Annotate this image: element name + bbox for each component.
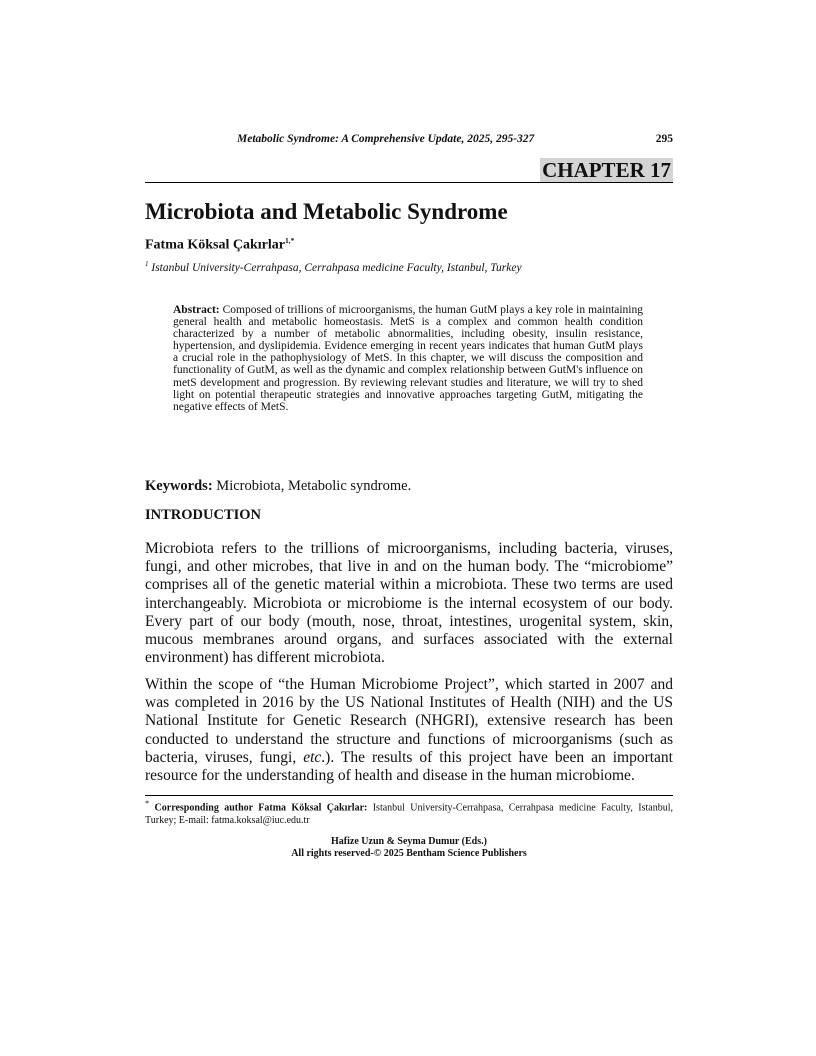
year-pages: , 2025, 295-327	[461, 133, 535, 145]
chapter-label: CHAPTER 17	[542, 158, 671, 182]
chapter-divider	[145, 182, 673, 183]
author-name: Fatma Köksal Çakırlar	[145, 237, 285, 253]
author-marks: 1,*	[285, 236, 295, 245]
intro-paragraph-2	[145, 676, 673, 785]
keywords	[145, 478, 411, 495]
intro-paragraph-2-etc: etc	[303, 748, 322, 766]
abstract	[173, 304, 643, 413]
abstract-text: Composed of trillions of microorganisms, the human GutM plays a key role in maintaining general health and metabolic homeostasis. MetS is a complex and common health condition characterized by a number of metabolic abnormalities, including obesity, insulin resistance, hypertension, and dyslipidemia. Evidence emerging in recent years indicates that human GutM plays a crucial role in the pathophysiology of MetS. In this chapter, we will discuss the composition and functionality of GutM, as well as the dynamic and complex relationship between GutM's influence on metS development and progression. By reviewing relevant studies and literature, we will try to shed light on potential therapeutic strategies and innovative approaches targeting GutM, mitigating the negative effects of MetS.	[173, 304, 644, 413]
author-line	[145, 236, 294, 254]
affiliation-text: Istanbul University-Cerrahpasa, Cerrahpasa medicine Faculty, Istanbul, Turkey	[151, 261, 522, 274]
affiliation-mark: 1	[145, 260, 149, 268]
affiliation-line	[145, 260, 522, 274]
running-title	[237, 133, 534, 145]
abstract-label: Abstract:	[173, 304, 220, 316]
book-title: Metabolic Syndrome: A Comprehensive Update	[237, 133, 462, 145]
publisher-editors: Hafize Uzun & Seyma Dumur (Eds.)	[331, 836, 487, 847]
running-head	[145, 133, 673, 149]
publisher-info	[145, 836, 673, 860]
intro-paragraph-1: Microbiota refers to the trillions of microorganisms, including bacteria, viruses, fungi, and other microbes, that live in and on the human body. The “microbiome” comprises all of the genetic material within a microbiota. These two terms are used interchangeably. Microbiota or microbiome is the internal ecosystem of our body. Every part of our body (mouth, nose, throat, intestines, urogenital system, skin, mucous membranes around organs, and surfaces associated with the external environment) has different microbiota.	[145, 540, 673, 667]
intro-paragraph-2-end: .). The results of this project have been an important resource for the understanding of health and disease in the human microbiome.	[145, 748, 673, 785]
section-heading-introduction: INTRODUCTION	[145, 507, 262, 523]
footnote-label: Corresponding author Fatma Köksal Çakırlar:	[154, 802, 368, 814]
keywords-text: Microbiota, Metabolic syndrome.	[216, 478, 412, 494]
publisher-rights: All rights reserved-© 2025 Bentham Science Publishers	[291, 848, 527, 859]
footnote-divider	[145, 795, 673, 796]
keywords-label: Keywords:	[145, 478, 213, 494]
article-title: Microbiota and Metabolic Syndrome	[145, 199, 508, 224]
page-number: 295	[655, 133, 673, 145]
footnote-mark: *	[145, 799, 150, 808]
footnote	[145, 798, 673, 827]
footnote-text: Istanbul University-Cerrahpasa, Cerrahpasa medicine Faculty, Istanbul, Turkey; E-mail: fatma.koksal@iuc.edu.tr	[145, 802, 674, 826]
intro-paragraph-2-start: Within the scope of “the Human Microbiome Project”, which started in 2007 and was completed in 2016 by the US National Institutes of Health (NIH) and the US National Institute for Genetic Research (NHGRI), extensive research has been conducted to understand the structure and functions of microorganisms (such as bacteria, viruses, fungi,	[145, 676, 673, 766]
